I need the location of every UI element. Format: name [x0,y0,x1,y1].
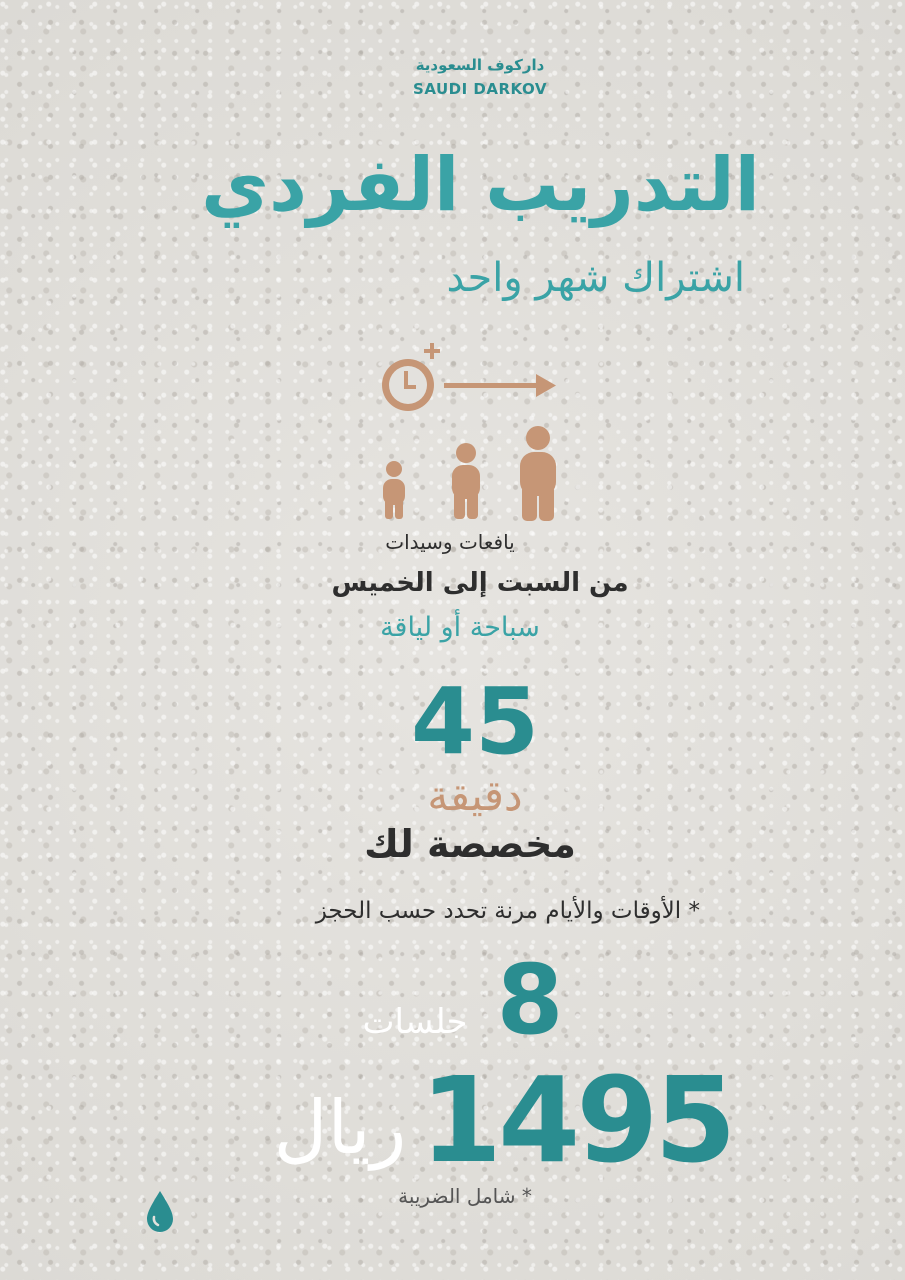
activity-text: سباحة أو لياقة [380,612,540,643]
subtitle: اشتراك شهر واحد [446,255,745,301]
duration-note: مخصصة لك [364,822,576,866]
flex-schedule-note: * الأوقات والأيام مرنة تحدد حسب الحجز [315,898,700,924]
price-currency: ريال [273,1085,407,1171]
sessions-number: 8 [496,944,564,1056]
sessions-label: جلسات [362,1002,468,1042]
page-title: التدريب الفردي [201,142,760,228]
family-icon [380,425,560,522]
duration-number: 45 [410,668,540,775]
brand-name-ar: داركوف السعودية [415,56,545,74]
days-text: من السبت إلى الخميس [331,568,629,598]
price-amount: 1495 [420,1051,733,1189]
clock-plus-icon [378,340,560,418]
tax-note: * شامل الضريبة [398,1184,532,1208]
water-drop-icon [146,1190,174,1232]
duration-unit: دقيقة [427,771,523,820]
brand-name-en: SAUDI DARKOV [413,80,547,98]
audience-text: يافعات وسيدات [385,530,515,554]
